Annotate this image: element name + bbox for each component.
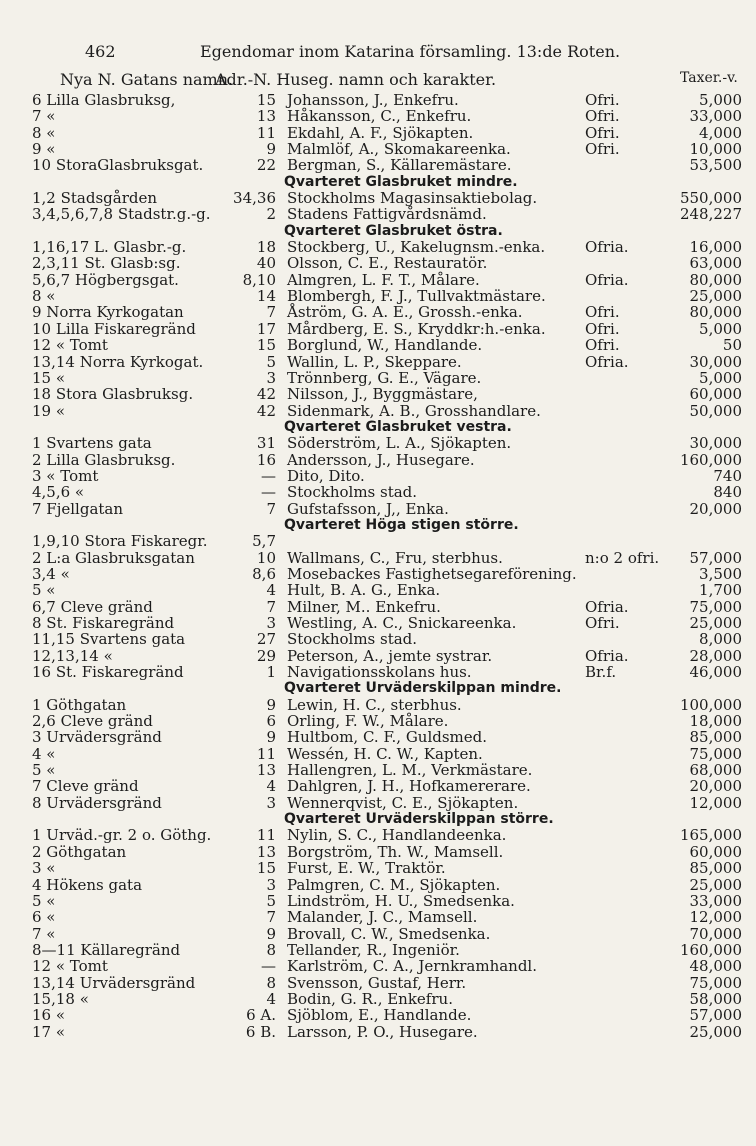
block-heading <box>0 680 756 696</box>
table-row <box>0 648 756 664</box>
value-cell: 85,000 <box>689 728 742 747</box>
owner-cell: Brovall, C. W., Smedsenka. <box>287 924 491 943</box>
column-headers <box>0 70 756 92</box>
value-cell: 25,000 <box>689 875 742 894</box>
tax-status-cell: Ofri. <box>585 614 620 632</box>
page-title: Egendomar inom Katarina församling. 13:de Roten. <box>200 42 621 61</box>
street-cell: 5 « <box>32 581 56 600</box>
street-cell: 1 Urväd.-gr. 2 o. Göthg. <box>32 826 212 845</box>
number-cell: 17 <box>256 319 276 338</box>
value-cell: 50,000 <box>689 401 742 420</box>
street-cell: 17 « <box>32 1022 66 1041</box>
owner-cell: Orling, F. W., Målare. <box>287 712 449 731</box>
owner-cell: Malmlöf, A., Skomakareenka. <box>287 140 511 159</box>
owner-cell: Nylin, S. C., Handlandeenka. <box>287 826 507 845</box>
tax-status-cell: Ofri. <box>585 107 620 126</box>
column-header-tax: Taxer.-v. <box>680 70 738 86</box>
street-cell: 3 « <box>32 859 56 878</box>
page-number: 462 <box>85 42 116 61</box>
value-cell: 5,000 <box>699 368 742 387</box>
tax-status-cell: Ofri. <box>585 303 620 322</box>
value-cell: 63,000 <box>689 254 742 273</box>
number-cell: 16 <box>256 450 276 469</box>
table-row <box>0 877 756 893</box>
street-cell: 1,16,17 L. Glasbr.-g. <box>32 238 187 257</box>
table-row <box>0 1007 756 1023</box>
owner-cell: Mosebackes Fastighetsegareförening. <box>287 564 577 583</box>
table-row <box>0 125 756 141</box>
table-row <box>0 827 756 843</box>
table-row <box>0 844 756 860</box>
number-cell: — <box>261 466 276 485</box>
value-cell: 75,000 <box>689 744 742 763</box>
owner-cell: Åström, G. A. E., Grossh.-enka. <box>287 303 523 322</box>
column-header-owner: Adr.-N. Huseg. namn och karakter. <box>215 70 497 89</box>
owner-cell: Tellander, R., Ingeniör. <box>287 940 460 959</box>
table-row <box>0 468 756 484</box>
value-cell: 8,000 <box>699 630 742 649</box>
street-cell: 11,15 Svartens gata <box>32 630 186 649</box>
street-cell: 8 St. Fiskaregränd <box>32 614 175 632</box>
table-row <box>0 239 756 255</box>
table-row <box>0 893 756 909</box>
owner-cell: Ekdahl, A. F., Sjökapten. <box>287 123 474 142</box>
owner-cell: Mårdberg, E. S., Kryddkr:h.-enka. <box>287 319 546 338</box>
number-cell: 29 <box>256 646 276 665</box>
table-row <box>0 386 756 402</box>
street-cell: 3 Urvädersgränd <box>32 728 162 747</box>
block-heading-text: Qvarteret Glasbruket östra. <box>284 222 503 239</box>
number-cell: 9 <box>266 924 276 943</box>
table-row <box>0 762 756 778</box>
table-row <box>0 354 756 370</box>
owner-cell: Söderström, L. A., Sjökapten. <box>287 434 512 453</box>
value-cell: 50 <box>722 336 742 355</box>
table-row <box>0 141 756 157</box>
number-cell: 6 <box>266 712 276 731</box>
owner-cell: Gufstafsson, J,, Enka. <box>287 499 449 518</box>
value-cell: 25,000 <box>689 614 742 632</box>
value-cell: 12,000 <box>689 793 742 812</box>
table-row <box>0 566 756 582</box>
street-cell: 18 Stora Glasbruksg. <box>32 385 194 404</box>
owner-cell: Palmgren, C. M., Sjökapten. <box>287 875 501 894</box>
number-cell: 8,10 <box>242 270 276 289</box>
value-cell: 75,000 <box>689 973 742 992</box>
column-header-street: Nya N. Gatans namn. <box>60 70 234 89</box>
number-cell: 9 <box>266 728 276 747</box>
value-cell: 740 <box>713 466 742 485</box>
table-row <box>0 484 756 500</box>
number-cell: 13 <box>256 842 276 861</box>
table-row <box>0 272 756 288</box>
value-cell: 5,000 <box>699 319 742 338</box>
table-row <box>0 288 756 304</box>
owner-cell: Larsson, P. O., Husegare. <box>287 1022 478 1041</box>
owner-cell: Sidenmark, A. B., Grosshandlare. <box>287 401 541 420</box>
number-cell: 8,6 <box>252 564 276 583</box>
number-cell: 15 <box>256 859 276 878</box>
value-cell: 16,000 <box>689 238 742 257</box>
number-cell: 42 <box>256 385 276 404</box>
tax-status-cell: Ofri. <box>585 336 620 355</box>
property-register <box>0 92 756 1040</box>
value-cell: 30,000 <box>689 352 742 371</box>
value-cell: 550,000 <box>679 189 742 208</box>
owner-cell: Blombergh, F. J., Tullvaktmästare. <box>287 287 546 306</box>
number-cell: 7 <box>266 499 276 518</box>
number-cell: 3 <box>266 368 276 387</box>
number-cell: 22 <box>256 156 276 175</box>
street-cell: 16 « <box>32 1006 66 1025</box>
owner-cell: Wessén, H. C. W., Kapten. <box>287 744 483 763</box>
owner-cell: Svensson, Gustaf, Herr. <box>287 973 467 992</box>
number-cell: 6 A. <box>246 1006 276 1025</box>
street-cell: 2,3,11 St. Glasb:sg. <box>32 254 181 273</box>
street-cell: 7 Fjellgatan <box>32 499 124 518</box>
value-cell: 46,000 <box>689 663 742 682</box>
table-row <box>0 435 756 451</box>
number-cell: 7 <box>266 908 276 927</box>
table-row <box>0 599 756 615</box>
number-cell: 3 <box>266 875 276 894</box>
owner-cell: Lindström, H. U., Smedsenka. <box>287 891 515 910</box>
number-cell: 5,7 <box>252 532 276 551</box>
number-cell: 8 <box>266 973 276 992</box>
block-heading <box>0 223 756 239</box>
street-cell: 3,4,5,6,7,8 Stadstr.g.-g. <box>32 205 211 224</box>
number-cell: 40 <box>256 254 276 273</box>
number-cell: 11 <box>256 123 276 142</box>
street-cell: 5,6,7 Högbergsgat. <box>32 270 179 289</box>
table-row <box>0 729 756 745</box>
value-cell: 1,700 <box>699 581 742 600</box>
value-cell: 25,000 <box>689 1022 742 1041</box>
number-cell: 7 <box>266 597 276 616</box>
number-cell: 27 <box>256 630 276 649</box>
street-cell: 10 Lilla Fiskaregränd <box>32 319 196 338</box>
table-row <box>0 190 756 206</box>
table-row <box>0 321 756 337</box>
table-row <box>0 746 756 762</box>
table-row <box>0 975 756 991</box>
table-row <box>0 942 756 958</box>
owner-cell: Hultbom, C. F., Guldsmed. <box>287 728 488 747</box>
owner-cell: Navigationsskolans hus. <box>287 663 472 682</box>
owner-cell: Wennerqvist, C. E., Sjökapten. <box>287 793 519 812</box>
tax-status-cell: Ofria. <box>585 646 629 665</box>
table-row <box>0 926 756 942</box>
value-cell: 3,500 <box>699 564 742 583</box>
value-cell: 57,000 <box>689 548 742 567</box>
street-cell: 12 « Tomt <box>32 336 108 355</box>
number-cell: 15 <box>256 336 276 355</box>
number-cell: — <box>261 483 276 502</box>
table-row <box>0 108 756 124</box>
table-row <box>0 206 756 222</box>
table-row <box>0 778 756 794</box>
tax-status-cell: Ofri. <box>585 140 620 159</box>
street-cell: 6,7 Cleve gränd <box>32 597 153 616</box>
owner-cell: Karlström, C. A., Jernkramhandl. <box>287 957 537 976</box>
block-heading-text: Qvarteret Höga stigen större. <box>284 516 519 533</box>
street-cell: 2 Göthgatan <box>32 842 127 861</box>
street-cell: 2 L:a Glasbruksgatan <box>32 548 195 567</box>
owner-cell: Wallin, L. P., Skeppare. <box>287 352 462 371</box>
table-row <box>0 958 756 974</box>
value-cell: 68,000 <box>689 761 742 780</box>
number-cell: 5 <box>266 352 276 371</box>
owner-cell: Håkansson, C., Enkefru. <box>287 107 472 126</box>
number-cell: 8 <box>266 940 276 959</box>
street-cell: 7 « <box>32 107 56 126</box>
value-cell: 248,227 <box>679 205 742 224</box>
block-heading <box>0 517 756 533</box>
value-cell: 18,000 <box>689 712 742 731</box>
owner-cell: Westling, A. C., Snickareenka. <box>287 614 517 632</box>
owner-cell: Stockholms stad. <box>287 630 418 649</box>
number-cell: 3 <box>266 614 276 632</box>
tax-status-cell: Br.f. <box>585 663 617 682</box>
street-cell: 8—11 Källaregränd <box>32 940 181 959</box>
street-cell: 12,13,14 « <box>32 646 113 665</box>
street-cell: 1 Göthgatan <box>32 695 127 714</box>
owner-cell: Almgren, L. F. T., Målare. <box>287 270 480 289</box>
table-row <box>0 533 756 549</box>
owner-cell: Wallmans, C., Fru, sterbhus. <box>287 548 503 567</box>
number-cell: 34,36 <box>233 189 276 208</box>
street-cell: 8 Urvädersgränd <box>32 793 162 812</box>
value-cell: 12,000 <box>689 908 742 927</box>
value-cell: 53,500 <box>689 156 742 175</box>
street-cell: 8 « <box>32 123 56 142</box>
owner-cell: Stockholms stad. <box>287 483 418 502</box>
value-cell: 25,000 <box>689 287 742 306</box>
value-cell: 60,000 <box>689 385 742 404</box>
block-heading <box>0 811 756 827</box>
table-row <box>0 452 756 468</box>
value-cell: 33,000 <box>689 891 742 910</box>
street-cell: 1,2 Stadsgården <box>32 189 158 208</box>
table-row <box>0 92 756 108</box>
table-row <box>0 157 756 173</box>
value-cell: 28,000 <box>689 646 742 665</box>
table-row <box>0 501 756 517</box>
table-row <box>0 860 756 876</box>
street-cell: 19 « <box>32 401 66 420</box>
number-cell: 4 <box>266 777 276 796</box>
table-row <box>0 337 756 353</box>
number-cell: 1 <box>266 663 276 682</box>
value-cell: 100,000 <box>679 695 742 714</box>
street-cell: 7 « <box>32 924 56 943</box>
table-row <box>0 697 756 713</box>
number-cell: 4 <box>266 581 276 600</box>
number-cell: 7 <box>266 303 276 322</box>
tax-status-cell: Ofria. <box>585 238 629 257</box>
number-cell: 5 <box>266 891 276 910</box>
owner-cell: Sjöblom, E., Handlande. <box>287 1006 472 1025</box>
value-cell: 165,000 <box>679 826 742 845</box>
street-cell: 4,5,6 « <box>32 483 85 502</box>
street-cell: 16 St. Fiskaregränd <box>32 663 184 682</box>
number-cell: 14 <box>256 287 276 306</box>
owner-cell: Stadens Fattigvårdsnämd. <box>287 205 487 224</box>
value-cell: 58,000 <box>689 989 742 1008</box>
value-cell: 57,000 <box>689 1006 742 1025</box>
table-row <box>0 1024 756 1040</box>
street-cell: 12 « Tomt <box>32 957 108 976</box>
number-cell: 15 <box>256 91 276 109</box>
tax-status-cell: Ofria. <box>585 270 629 289</box>
value-cell: 85,000 <box>689 859 742 878</box>
owner-cell: Bergman, S., Källaremästare. <box>287 156 512 175</box>
block-heading-text: Qvarteret Glasbruket vestra. <box>284 418 512 435</box>
block-heading-text: Qvarteret Urväderskilppan större. <box>284 811 554 828</box>
owner-cell: Trönnberg, G. E., Vägare. <box>287 368 482 387</box>
number-cell: 11 <box>256 826 276 845</box>
street-cell: 1,9,10 Stora Fiskaregr. <box>32 532 208 551</box>
number-cell: 6 B. <box>245 1022 276 1041</box>
table-row <box>0 550 756 566</box>
street-cell: 15,18 « <box>32 989 89 1008</box>
table-row <box>0 255 756 271</box>
table-row <box>0 631 756 647</box>
number-cell: 9 <box>266 140 276 159</box>
owner-cell: Lewin, H. C., sterbhus. <box>287 695 462 714</box>
owner-cell: Bodin, G. R., Enkefru. <box>287 989 453 1008</box>
value-cell: 4,000 <box>699 123 742 142</box>
number-cell: 13 <box>256 107 276 126</box>
street-cell: 2 Lilla Glasbruksg. <box>32 450 176 469</box>
block-heading-text: Qvarteret Glasbruket mindre. <box>284 173 518 190</box>
owner-cell: Stockholms Magasinsaktiebolag. <box>287 189 538 208</box>
tax-status-cell: Ofri. <box>585 319 620 338</box>
owner-cell: Borgström, Th. W., Mamsell. <box>287 842 504 861</box>
number-cell: 42 <box>256 401 276 420</box>
street-cell: 4 Hökens gata <box>32 875 143 894</box>
tax-status-cell: Ofri. <box>585 91 620 109</box>
owner-cell: Borglund, W., Handlande. <box>287 336 483 355</box>
number-cell: — <box>261 957 276 976</box>
value-cell: 5,000 <box>699 91 742 109</box>
street-cell: 10 StoraGlasbruksgat. <box>32 156 204 175</box>
owner-cell: Johansson, J., Enkefru. <box>287 91 459 109</box>
table-row <box>0 909 756 925</box>
table-row <box>0 403 756 419</box>
value-cell: 60,000 <box>689 842 742 861</box>
owner-cell: Dito, Dito. <box>287 466 365 485</box>
block-heading-text: Qvarteret Urväderskilppan mindre. <box>284 680 562 697</box>
table-row <box>0 664 756 680</box>
value-cell: 840 <box>713 483 742 502</box>
owner-cell: Furst, E. W., Traktör. <box>287 859 446 878</box>
table-row <box>0 795 756 811</box>
number-cell: 4 <box>266 989 276 1008</box>
street-cell: 5 « <box>32 891 56 910</box>
number-cell: 2 <box>266 205 276 224</box>
owner-cell: Hult, B. A. G., Enka. <box>287 581 441 600</box>
number-cell: 11 <box>256 744 276 763</box>
street-cell: 13,14 Norra Kyrkogat. <box>32 352 204 371</box>
value-cell: 160,000 <box>679 940 742 959</box>
tax-status-cell: Ofria. <box>585 352 629 371</box>
value-cell: 80,000 <box>689 303 742 322</box>
tax-status-cell: n:o 2 ofri. <box>585 548 660 567</box>
street-cell: 2,6 Cleve gränd <box>32 712 153 731</box>
owner-cell: Peterson, A., jemte systrar. <box>287 646 493 665</box>
street-cell: 9 Norra Kyrkogatan <box>32 303 184 322</box>
block-heading <box>0 174 756 190</box>
street-cell: 4 « <box>32 744 56 763</box>
owner-cell: Andersson, J., Husegare. <box>287 450 475 469</box>
tax-status-cell: Ofri. <box>585 123 620 142</box>
table-row <box>0 370 756 386</box>
table-row <box>0 615 756 631</box>
owner-cell: Malander, J. C., Mamsell. <box>287 908 478 927</box>
page-header <box>0 42 756 64</box>
block-heading <box>0 419 756 435</box>
street-cell: 1 Svartens gata <box>32 434 152 453</box>
value-cell: 20,000 <box>689 499 742 518</box>
owner-cell: Milner, M.. Enkefru. <box>287 597 441 616</box>
street-cell: 5 « <box>32 761 56 780</box>
number-cell: 18 <box>256 238 276 257</box>
street-cell: 7 Cleve gränd <box>32 777 139 796</box>
number-cell: 10 <box>256 548 276 567</box>
street-cell: 9 « <box>32 140 56 159</box>
street-cell: 6 « <box>32 908 56 927</box>
table-row <box>0 713 756 729</box>
street-cell: 6 Lilla Glasbruksg, <box>32 91 176 109</box>
value-cell: 70,000 <box>689 924 742 943</box>
owner-cell: Nilsson, J., Byggmästare, <box>287 385 478 404</box>
value-cell: 30,000 <box>689 434 742 453</box>
value-cell: 10,000 <box>689 140 742 159</box>
tax-status-cell: Ofria. <box>585 597 629 616</box>
value-cell: 48,000 <box>689 957 742 976</box>
value-cell: 160,000 <box>679 450 742 469</box>
table-row <box>0 304 756 320</box>
value-cell: 75,000 <box>689 597 742 616</box>
street-cell: 13,14 Urvädersgränd <box>32 973 196 992</box>
value-cell: 20,000 <box>689 777 742 796</box>
value-cell: 80,000 <box>689 270 742 289</box>
number-cell: 9 <box>266 695 276 714</box>
street-cell: 8 « <box>32 287 56 306</box>
number-cell: 31 <box>256 434 276 453</box>
street-cell: 3,4 « <box>32 564 70 583</box>
table-row <box>0 582 756 598</box>
owner-cell: Olsson, C. E., Restauratör. <box>287 254 488 273</box>
number-cell: 3 <box>266 793 276 812</box>
number-cell: 13 <box>256 761 276 780</box>
owner-cell: Stockberg, U., Kakelugnsm.-enka. <box>287 238 546 257</box>
street-cell: 15 « <box>32 368 66 387</box>
street-cell: 3 « Tomt <box>32 466 99 485</box>
owner-cell: Hallengren, L. M., Verkmästare. <box>287 761 533 780</box>
value-cell: 33,000 <box>689 107 742 126</box>
owner-cell: Dahlgren, J. H., Hofkamererare. <box>287 777 531 796</box>
table-row <box>0 991 756 1007</box>
